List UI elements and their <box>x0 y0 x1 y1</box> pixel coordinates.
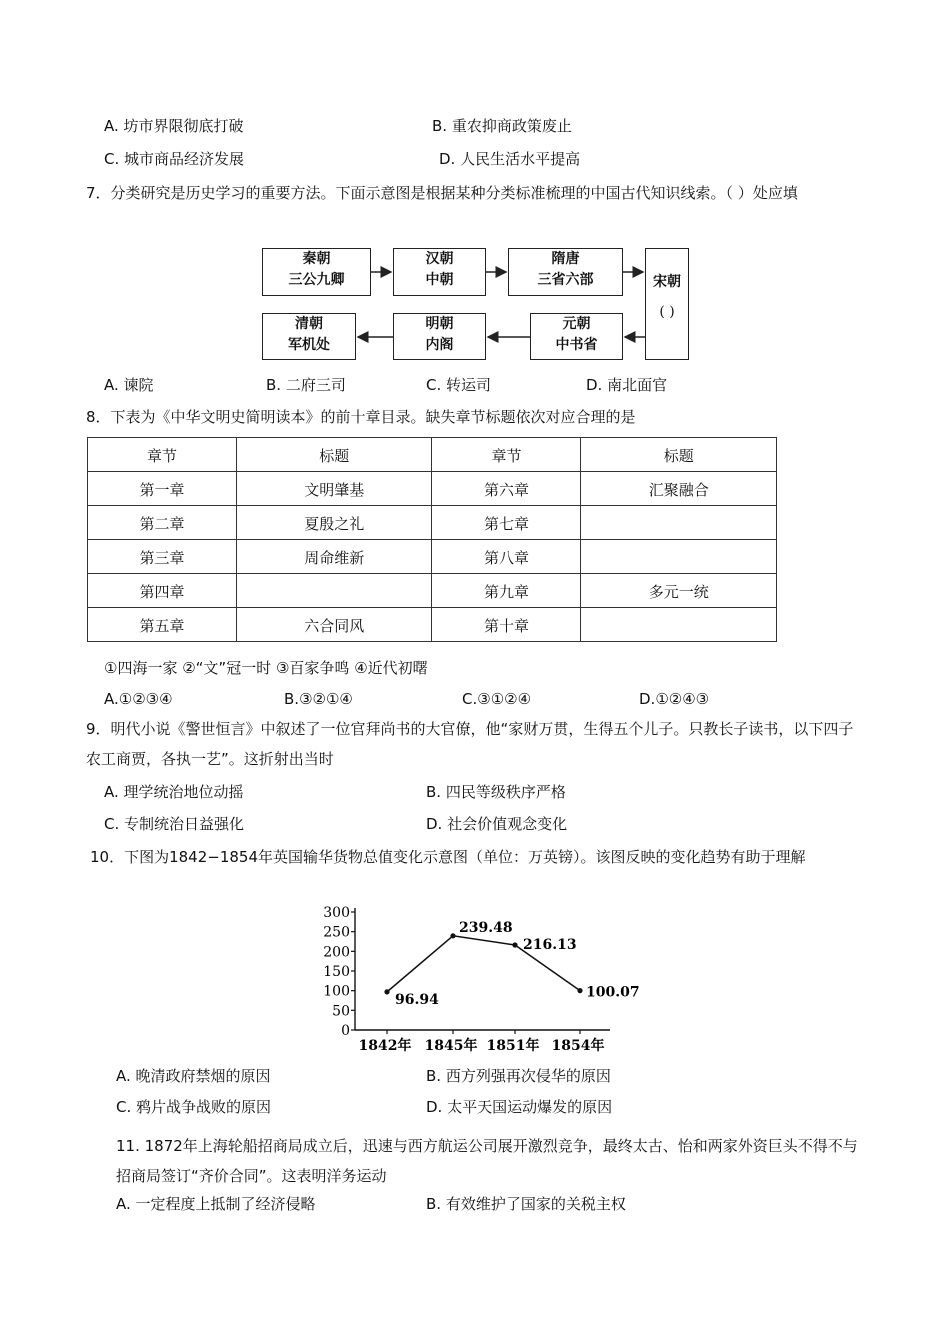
diagram-box-qin: 秦朝 三公九卿 <box>262 248 371 296</box>
x-tick-label: 1842年 <box>358 1038 412 1054</box>
y-tick-label: 100 <box>323 983 350 1000</box>
diagram-box-han: 汉朝 中朝 <box>393 248 486 296</box>
data-point <box>577 988 582 993</box>
q6-option-c[interactable]: C. 城市商品经济发展 <box>104 150 245 168</box>
y-tick-label: 300 <box>323 905 350 921</box>
x-tick-label: 1854年 <box>551 1038 605 1054</box>
q7-option-b[interactable]: B. 二府三司 <box>266 376 346 394</box>
data-label: 239.48 <box>459 919 513 936</box>
q11-option-a[interactable]: A. 一定程度上抵制了经济侵略 <box>116 1195 316 1213</box>
y-tick-label: 150 <box>323 964 350 980</box>
q11-option-b[interactable]: B. 有效维护了国家的关税主权 <box>426 1195 626 1213</box>
q8-stem: 8．下表为《中华文明史简明读本》的前十章目录。缺失章节标题依次对应合理的是 <box>86 408 636 426</box>
toc-table <box>87 437 777 642</box>
diagram-box-ming: 明朝 内阁 <box>393 313 486 360</box>
q10-option-b[interactable]: B. 西方列强再次侵华的原因 <box>426 1067 611 1085</box>
q9-option-d[interactable]: D. 社会价值观念变化 <box>426 815 568 833</box>
table-row: 第二章 夏殷之礼 第七章 <box>88 506 777 540</box>
q8-choices-line: ①四海一家 ②“文”冠一时 ③百家争鸣 ④近代初曙 <box>104 659 428 677</box>
diagram-box-song: 宋朝 ( ) <box>645 248 689 360</box>
q7-option-c[interactable]: C. 转运司 <box>426 376 492 394</box>
q9-option-a[interactable]: A. 理学统治地位动摇 <box>104 783 244 801</box>
diagram-box-yuan: 元朝 中书省 <box>530 313 623 360</box>
q6-option-a[interactable]: A. 坊市界限彻底打破 <box>104 117 244 135</box>
q10-option-a[interactable]: A. 晚清政府禁烟的原因 <box>116 1067 271 1085</box>
data-label: 100.07 <box>586 984 640 1001</box>
table-row: 第五章 六合同风 第十章 <box>88 608 777 642</box>
data-label: 96.94 <box>395 991 439 1008</box>
q10-stem: 10．下图为1842−1854年英国输华货物总值变化示意图（单位：万英镑）。该图反映的变化趋势有助于理解 <box>90 848 806 866</box>
q10-option-d[interactable]: D. 太平天国运动爆发的原因 <box>426 1098 613 1116</box>
y-tick-label: 0 <box>341 1023 350 1039</box>
y-tick-label: 200 <box>323 944 350 961</box>
q8-option-c[interactable]: C.③①②④ <box>462 690 532 708</box>
q10-option-c[interactable]: C. 鸦片战争战败的原因 <box>116 1098 272 1116</box>
q6-option-b[interactable]: B. 重农抑商政策废止 <box>432 117 572 135</box>
q9-option-c[interactable]: C. 专制统治日益强化 <box>104 815 245 833</box>
table-header-row: 章节 标题 章节 标题 <box>88 438 777 472</box>
data-point <box>384 989 389 994</box>
q9-option-b[interactable]: B. 四民等级秩序严格 <box>426 783 566 801</box>
table-row: 第三章 周命维新 第八章 <box>88 540 777 574</box>
data-point <box>450 933 455 938</box>
q8-option-a[interactable]: A.①②③④ <box>104 690 173 708</box>
diagram-arrows <box>250 240 710 370</box>
x-tick-label: 1845年 <box>424 1038 478 1054</box>
q7-option-d[interactable]: D. 南北面官 <box>586 376 668 394</box>
table-row: 第四章 第九章 多元一统 <box>88 574 777 608</box>
q7-stem: 7．分类研究是历史学习的重要方法。下面示意图是根据某种分类标准梳理的中国古代知识线索。（ ）处应填 <box>86 184 798 202</box>
data-label: 216.13 <box>523 936 577 953</box>
diagram-box-qing: 清朝 军机处 <box>262 313 356 360</box>
q8-option-b[interactable]: B.③②①④ <box>284 690 353 708</box>
q6-option-d[interactable]: D. 人民生活水平提高 <box>439 150 581 168</box>
q9-stem: 9．明代小说《警世恒言》中叙述了一位官拜尚书的大官僚，他“家财万贯，生得五个儿子。只教长子读书，以下四子农工商贾，各执一艺”。这折射出当时 <box>86 720 854 768</box>
data-point <box>512 942 517 947</box>
y-tick-label: 250 <box>323 924 350 941</box>
q8-option-d[interactable]: D.①②④③ <box>639 690 710 708</box>
x-tick-label: 1851年 <box>486 1038 540 1054</box>
q7-option-a[interactable]: A. 谏院 <box>104 376 154 394</box>
line-chart <box>300 898 640 1058</box>
q11-stem: 11. 1872年上海轮船招商局成立后，迅速与西方航运公司展开激烈竞争，最终太古、怡和两家外资巨头不得不与招商局签订“齐价合同”。这表明洋务运动 <box>116 1137 858 1185</box>
y-tick-label: 50 <box>332 1003 350 1020</box>
table-row: 第一章 文明肇基 第六章 汇聚融合 <box>88 472 777 506</box>
diagram-box-suitang: 隋唐 三省六部 <box>508 248 623 296</box>
